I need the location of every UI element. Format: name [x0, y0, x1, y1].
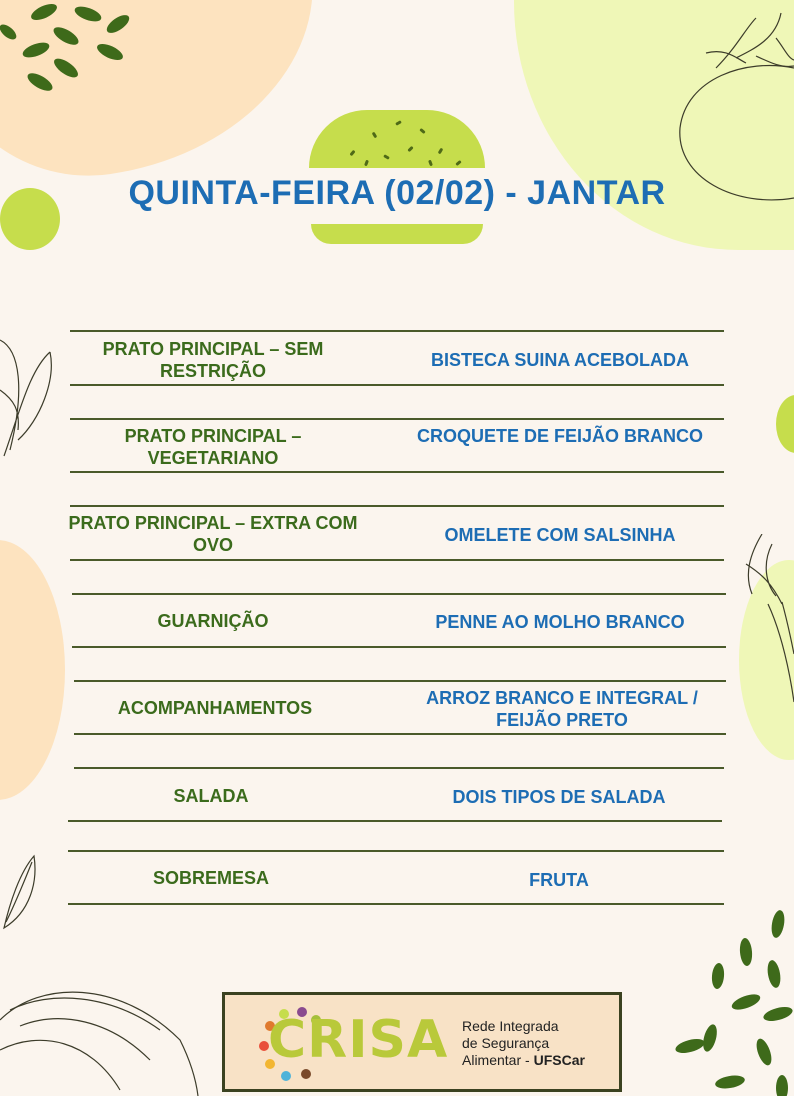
crisa-logo-text: CRISA: [268, 1010, 449, 1070]
menu-category: SOBREMESA: [152, 868, 269, 888]
menu-dish: PENNE AO MOLHO BRANCO: [435, 612, 685, 632]
crisa-subtitle-text: Alimentar -: [462, 1052, 534, 1068]
menu-dish: DOIS TIPOS DE SALADA: [452, 787, 666, 807]
menu-dish: ARROZ BRANCO E INTEGRAL / FEIJÃO PRETO: [426, 688, 698, 730]
menu-dish: OMELETE COM SALSINHA: [444, 525, 676, 545]
menu-category: SALADA: [173, 786, 249, 806]
menu-dish: BISTECA SUINA ACEBOLADA: [430, 350, 689, 370]
menu-dish: CROQUETE DE FEIJÃO BRANCO: [416, 426, 704, 446]
lime-dot-decoration: [776, 395, 794, 453]
peach-blob-decoration: [0, 540, 65, 800]
carrot-icon: [742, 534, 794, 704]
leaf-icon: [0, 852, 40, 932]
crisa-subtitle: [462, 1018, 585, 1069]
menu-category: PRATO PRINCIPAL – EXTRA COM OVO: [68, 513, 358, 555]
crisa-subtitle-line: de Segurança: [462, 1035, 550, 1051]
taco-icon: [0, 980, 200, 1096]
crisa-subtitle-bold: UFSCar: [533, 1052, 585, 1068]
crisa-subtitle-line: Rede Integrada: [462, 1018, 559, 1034]
leaves-icon: [0, 0, 150, 100]
menu-category: PRATO PRINCIPAL – SEM RESTRIÇÃO: [102, 339, 324, 381]
page-title: QUINTA-FEIRA (02/02) - JANTAR: [128, 174, 666, 212]
burger-bun-top-decoration: [309, 110, 485, 168]
leaves-icon: [670, 910, 794, 1096]
lettuce-icon: [0, 330, 58, 460]
menu-category: PRATO PRINCIPAL – VEGETARIANO: [124, 426, 302, 468]
menu-dish: FRUTA: [529, 870, 589, 890]
menu-category: GUARNIÇÃO: [157, 611, 269, 631]
menu-category: ACOMPANHAMENTOS: [117, 698, 313, 718]
burger-bun-bottom-decoration: [311, 224, 483, 244]
crisa-subtitle-line: [462, 1052, 585, 1069]
